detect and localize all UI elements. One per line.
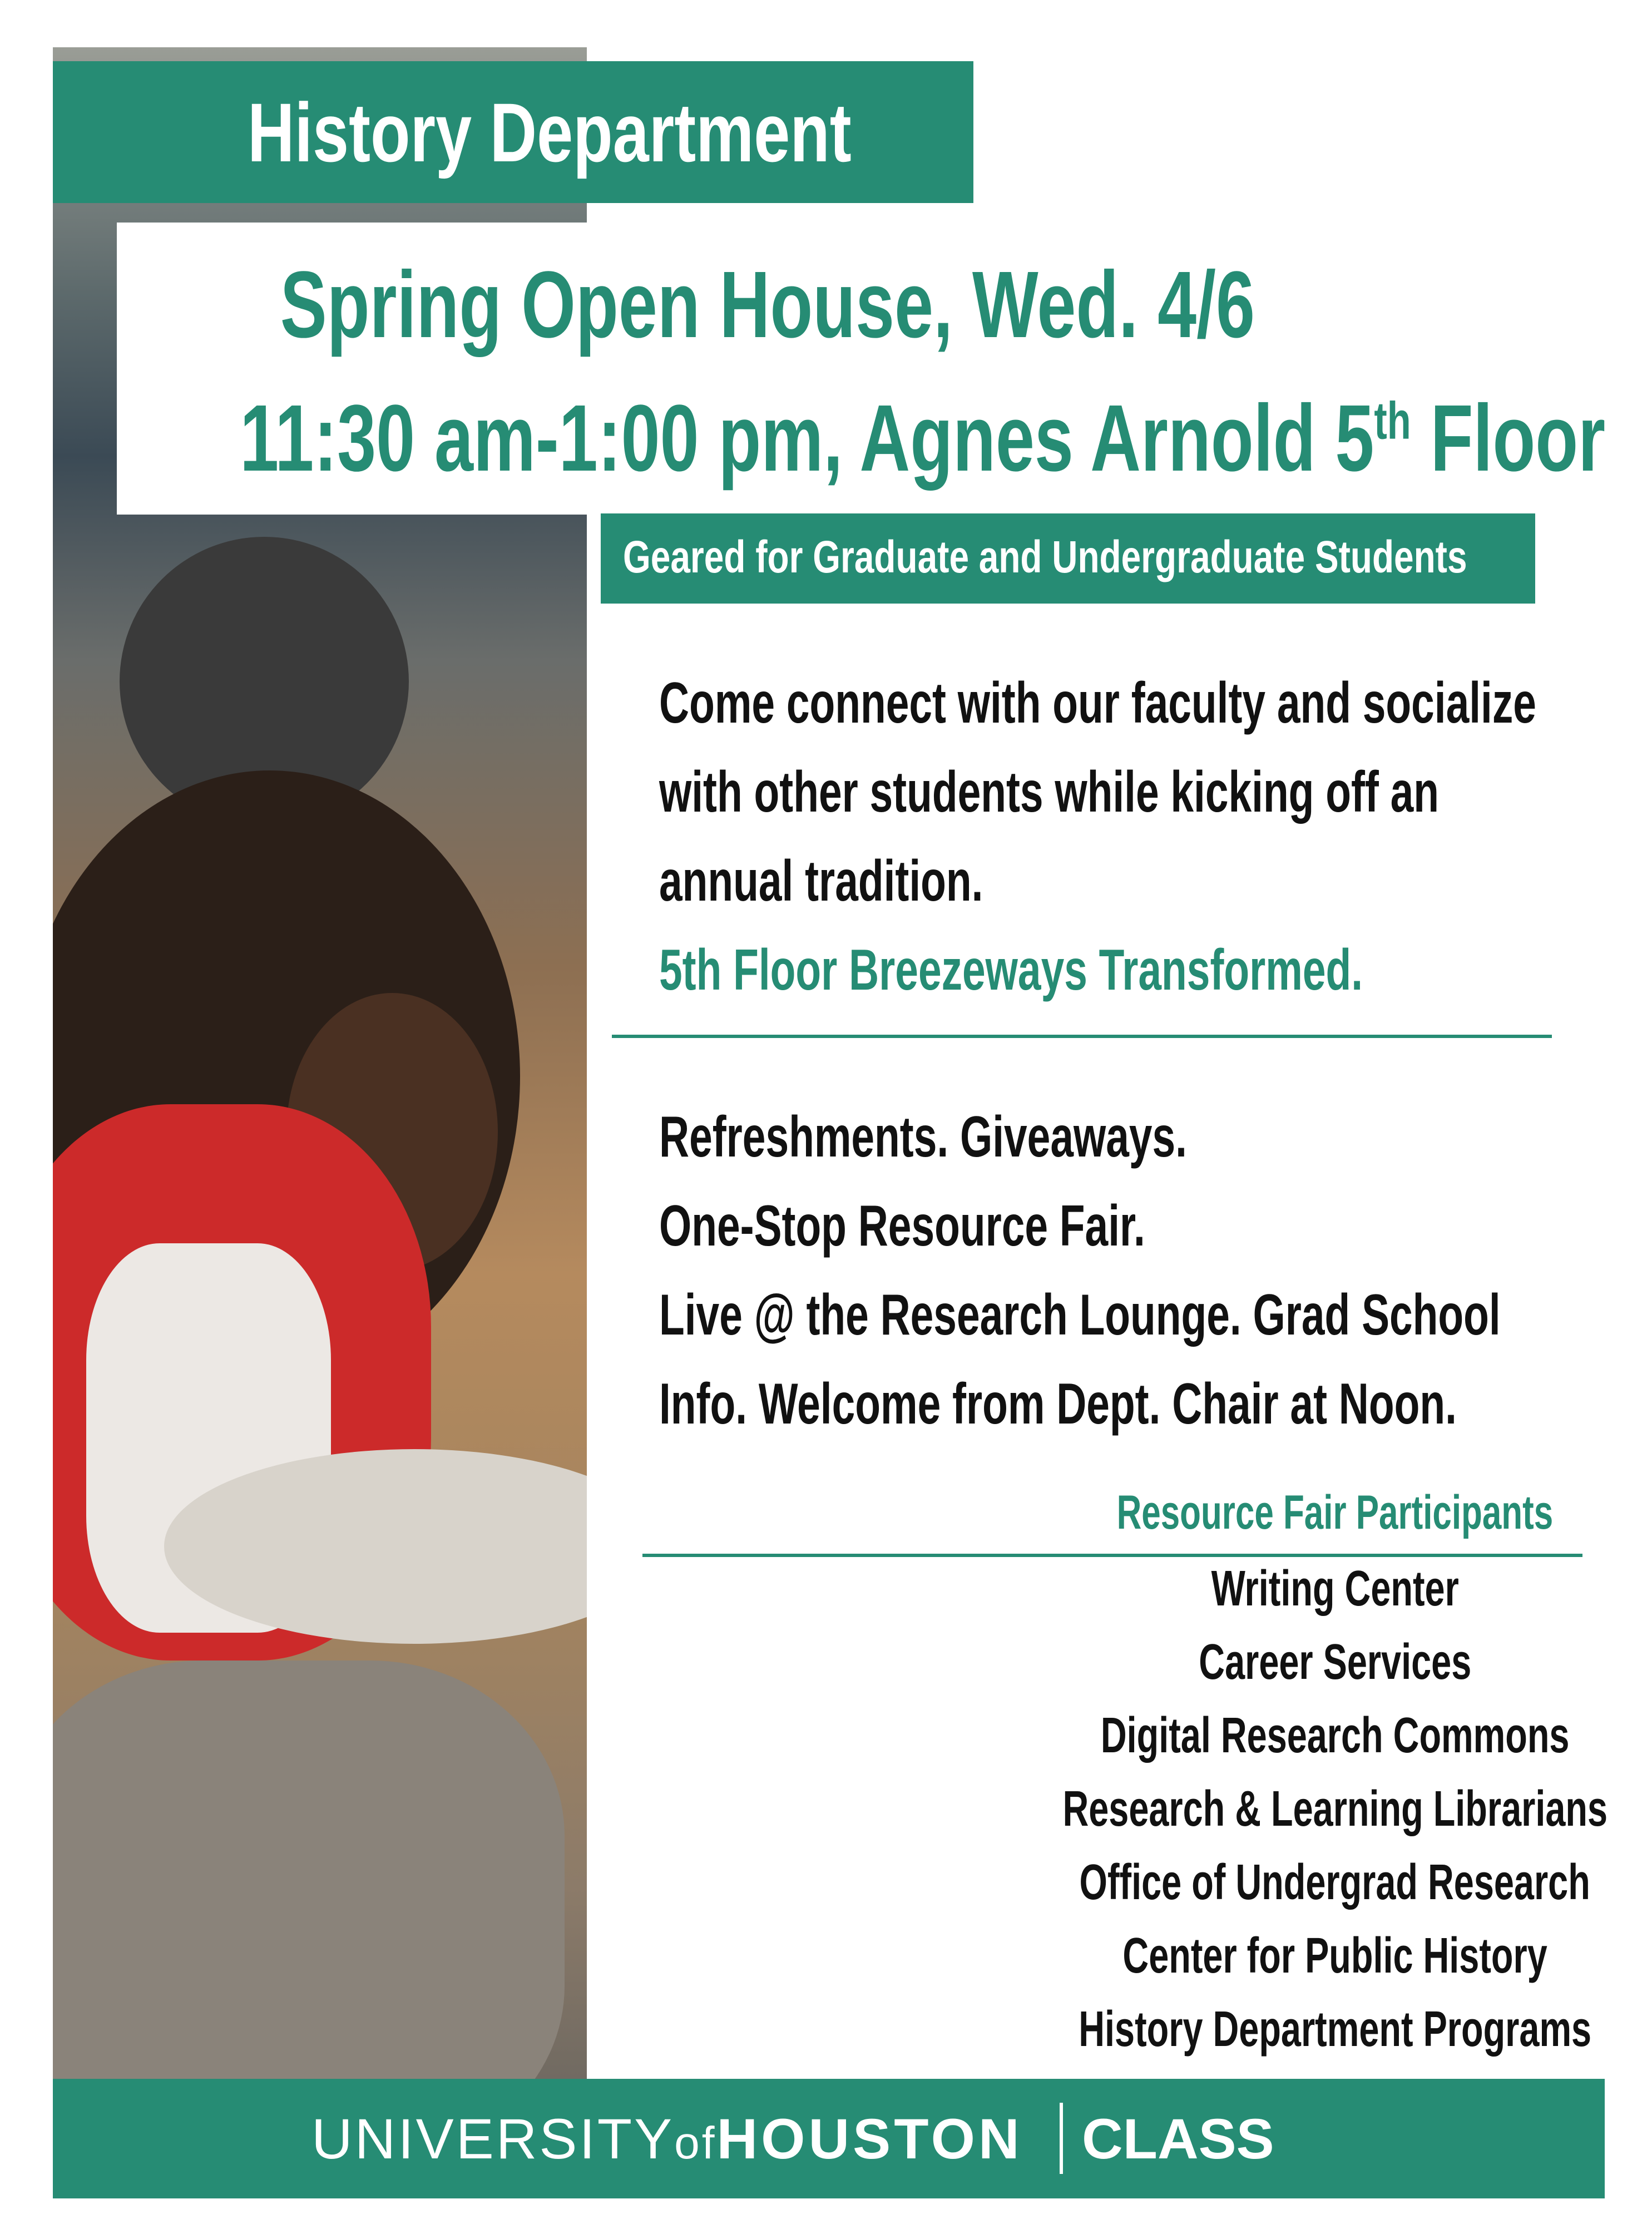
feature-line-2-text: One-Stop Resource Fair. (659, 1194, 1145, 1258)
section-divider (612, 1035, 1552, 1038)
participant-item (640, 1707, 1652, 1765)
feature-line-1 (659, 1104, 1392, 1170)
audience-text (623, 531, 1652, 584)
participant-text: Digital Research Commons (1100, 1708, 1570, 1763)
intro-line-2-text: with other students while kicking off an (659, 760, 1440, 824)
participant-item (640, 1560, 1652, 1618)
participant-item (640, 1634, 1652, 1691)
feature-line-4-text: Info. Welcome from Dept. Chair at Noon. (659, 1372, 1457, 1436)
college-logo-text: CLASS (1082, 2107, 1274, 2171)
participant-text: Writing Center (1211, 1561, 1459, 1617)
intro-line-3 (659, 848, 1109, 915)
university-logo (311, 2097, 1023, 2181)
university-logo-word: UNIVERSITY (311, 2107, 675, 2171)
feature-line-3 (659, 1282, 1652, 1348)
intro-line-2 (659, 759, 1652, 826)
headline-time-text: 11:30 am-1:00 pm, Agnes Arnold 5 (240, 386, 1374, 491)
participant-item (640, 2001, 1652, 2058)
intro-highlight (659, 937, 1636, 1004)
logo-separator (1060, 2103, 1063, 2174)
resource-fair-title-text: Resource Fair Participants (1116, 1486, 1554, 1539)
resource-fair-divider (642, 1554, 1582, 1557)
participant-item (640, 1854, 1652, 1911)
department-title (248, 77, 1022, 188)
intro-highlight-text: 5th Floor Breezeways Transformed. (659, 938, 1363, 1002)
department-title-text: History Department (248, 86, 852, 179)
resource-fair-title (640, 1485, 1652, 1540)
intro-line-1-text: Come connect with our faculty and socialize (659, 671, 1536, 735)
participant-text: Center for Public History (1122, 1928, 1547, 1984)
headline-date-text: Spring Open House, Wed. 4/6 (280, 252, 1255, 358)
participant-item (640, 1781, 1652, 1838)
intro-line-1 (659, 670, 1652, 737)
college-logo (1082, 2097, 1274, 2181)
feature-line-3-text: Live @ the Research Lounge. Grad School (659, 1283, 1501, 1347)
feature-line-4 (659, 1371, 1652, 1437)
participant-text: Career Services (1198, 1634, 1471, 1690)
photo-lap-shape (53, 1661, 565, 2092)
headline-ordinal-suffix: th (1374, 391, 1411, 451)
participant-text: Research & Learning Librarians (1062, 1781, 1608, 1837)
university-logo-houston: HOUSTON (716, 2107, 1023, 2171)
headline-floor-text: Floor (1411, 386, 1606, 491)
audience-text-span: Geared for Graduate and Undergraduate Students (623, 532, 1467, 582)
university-logo-of: of (674, 2118, 717, 2168)
feature-line-1-text: Refreshments. Giveaways. (659, 1105, 1187, 1169)
feature-line-2 (659, 1193, 1334, 1259)
participant-text: Office of Undergrad Research (1079, 1855, 1591, 1910)
intro-line-3-text: annual tradition. (659, 849, 983, 913)
headline-time-location (0, 384, 1606, 493)
headline-date (0, 250, 1535, 359)
headline-time-location-text (240, 384, 1605, 493)
participant-item (640, 1928, 1652, 1985)
participant-text: History Department Programs (1079, 2002, 1591, 2057)
